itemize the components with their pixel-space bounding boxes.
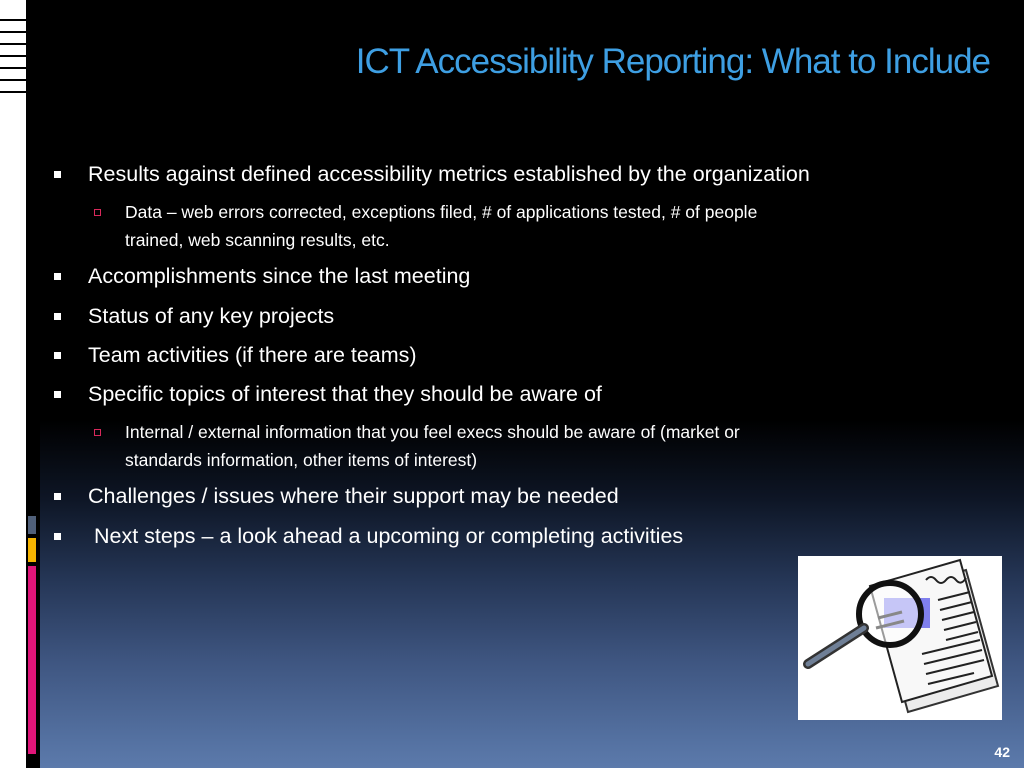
sub-bullet-line: standards information, other items of interest) <box>125 450 478 470</box>
sub-bullet-line: trained, web scanning results, etc. <box>125 230 390 250</box>
accent-bar-gray <box>28 516 36 534</box>
bullet-text: Next steps – a look ahead a upcoming or completing activities <box>88 524 684 548</box>
magnifying-glass-document-icon <box>798 556 1002 720</box>
bullet-item <box>88 484 619 509</box>
bullet-text: Status of any key projects <box>88 304 335 328</box>
accent-bar-yellow <box>28 538 36 562</box>
bullet-item <box>88 162 810 187</box>
sub-bullet-line: Data – web errors corrected, exceptions filed, # of applications tested, # of people <box>125 202 758 222</box>
square-bullet-icon <box>54 313 61 320</box>
bullet-item <box>88 343 417 368</box>
bullet-item <box>88 264 470 289</box>
accent-bar-pink <box>28 566 36 754</box>
square-bullet-icon <box>54 171 61 178</box>
square-bullet-icon <box>54 493 61 500</box>
square-bullet-icon <box>54 273 61 280</box>
sub-bullet-item <box>125 198 757 254</box>
sub-bullet-line: Internal / external information that you feel execs should be aware of (market or <box>125 422 740 442</box>
bullet-item <box>88 524 683 549</box>
bullet-text: Accomplishments since the last meeting <box>88 264 471 288</box>
hollow-square-bullet-icon <box>94 429 101 436</box>
bullet-text: Challenges / issues where their support may be needed <box>88 484 619 508</box>
page-number: 42 <box>994 744 1010 760</box>
left-decorative-strip <box>0 0 40 768</box>
bullet-text: Results against defined accessibility metrics established by the organization <box>88 162 810 186</box>
hollow-square-bullet-icon <box>94 209 101 216</box>
square-bullet-icon <box>54 391 61 398</box>
bullet-text: Specific topics of interest that they should be aware of <box>88 382 602 406</box>
square-bullet-icon <box>54 533 61 540</box>
sub-bullet-item <box>125 418 740 474</box>
bullet-item <box>88 304 334 329</box>
slide-title: ICT Accessibility Reporting: What to Include <box>355 42 990 81</box>
square-bullet-icon <box>54 352 61 359</box>
bullet-item <box>88 382 602 407</box>
bullet-text: Team activities (if there are teams) <box>88 343 417 367</box>
